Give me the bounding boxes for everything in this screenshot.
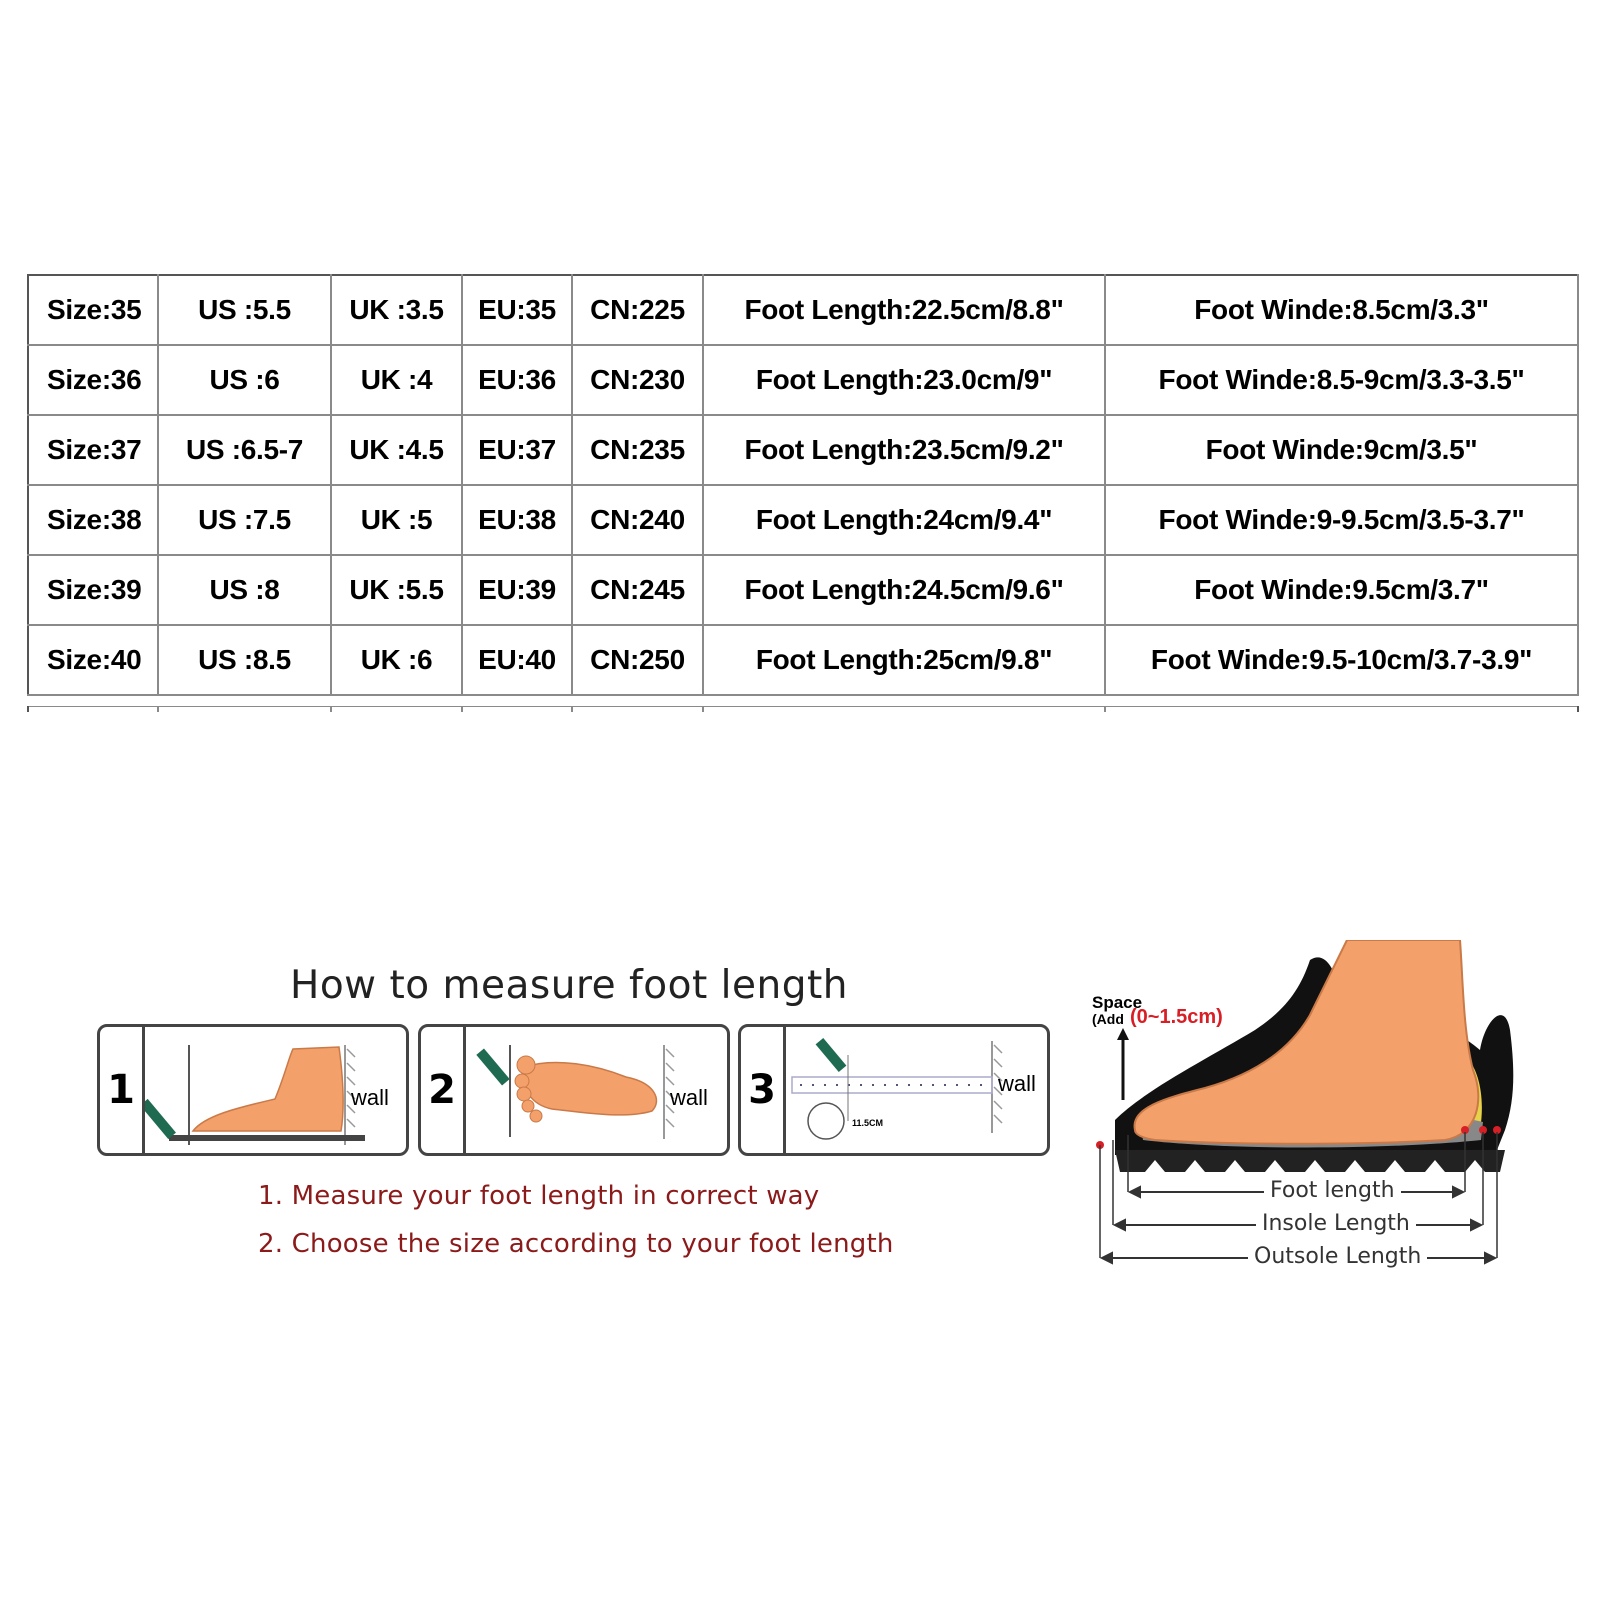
instruction-1: 1. Measure your foot length in correct way (258, 1181, 820, 1211)
table-row (28, 345, 1578, 415)
sole-tread (1145, 1160, 1485, 1172)
size-chart-table (27, 274, 1579, 696)
cn-cell: CN:235 (572, 415, 703, 485)
eu-cell: EU:35 (462, 275, 572, 345)
size-cell: Size:36 (28, 345, 158, 415)
cn-cell: CN:230 (572, 345, 703, 415)
foot-width-cell: Foot Winde:8.5cm/3.3" (1105, 275, 1578, 345)
uk-cell: UK :4.5 (331, 415, 462, 485)
size-cell: Size:37 (28, 415, 158, 485)
foot-length-cell: Foot Length:23.5cm/9.2" (703, 415, 1105, 485)
foot-length-cell: Foot Length:24cm/9.4" (703, 485, 1105, 555)
size-cell: Size:35 (28, 275, 158, 345)
table-row (28, 275, 1578, 345)
step-1-illustration (145, 1027, 406, 1153)
step-number: 2 (421, 1027, 466, 1153)
uk-cell: UK :6 (331, 625, 462, 695)
foot-width-cell: Foot Winde:8.5-9cm/3.3-3.5" (1105, 345, 1578, 415)
step-2-panel (418, 1024, 730, 1156)
uk-cell: UK :4 (331, 345, 462, 415)
foot-length-cell: Foot Length:25cm/9.8" (703, 625, 1105, 695)
cn-cell: CN:225 (572, 275, 703, 345)
eu-cell: EU:37 (462, 415, 572, 485)
foot-length-cell: Foot Length:24.5cm/9.6" (703, 555, 1105, 625)
table-cut-row (27, 706, 1579, 712)
eu-cell: EU:39 (462, 555, 572, 625)
step-number: 3 (741, 1027, 786, 1153)
uk-cell: UK :5.5 (331, 555, 462, 625)
step-3-panel (738, 1024, 1050, 1156)
insole-length-label: Insole Length (1256, 1211, 1416, 1236)
foot-length-label: Foot length (1264, 1178, 1401, 1203)
step-number: 1 (100, 1027, 145, 1153)
space-add-label: (Add (1092, 1011, 1124, 1027)
space-range-label: (0~1.5cm) (1130, 1006, 1223, 1028)
us-cell: US :8.5 (158, 625, 331, 695)
us-cell: US :7.5 (158, 485, 331, 555)
uk-cell: UK :3.5 (331, 275, 462, 345)
size-cell: Size:39 (28, 555, 158, 625)
outsole-length-label: Outsole Length (1248, 1244, 1427, 1269)
space-label: Space (1092, 993, 1143, 1012)
cn-cell: CN:250 (572, 625, 703, 695)
foot-width-cell: Foot Winde:9cm/3.5" (1105, 415, 1578, 485)
wall-label: wall (998, 1071, 1036, 1096)
foot-width-cell: Foot Winde:9.5-10cm/3.7-3.9" (1105, 625, 1578, 695)
wall-label: wall (351, 1085, 389, 1110)
ruler-label: 11.5CM (852, 1118, 884, 1128)
foot-length-cell: Foot Length:23.0cm/9" (703, 345, 1105, 415)
foot-length-cell: Foot Length:22.5cm/8.8" (703, 275, 1105, 345)
wall-label: wall (670, 1085, 708, 1110)
us-cell: US :6.5-7 (158, 415, 331, 485)
cn-cell: CN:245 (572, 555, 703, 625)
size-cell: Size:40 (28, 625, 158, 695)
us-cell: US :6 (158, 345, 331, 415)
measure-title: How to measure foot length (290, 963, 848, 1008)
foot-width-cell: Foot Winde:9-9.5cm/3.5-3.7" (1105, 485, 1578, 555)
table-row (28, 555, 1578, 625)
table-row (28, 485, 1578, 555)
table-row (28, 415, 1578, 485)
eu-cell: EU:40 (462, 625, 572, 695)
instruction-2: 2. Choose the size according to your foot length (258, 1229, 894, 1259)
eu-cell: EU:36 (462, 345, 572, 415)
table-row (28, 625, 1578, 695)
step-3-illustration (786, 1027, 1047, 1153)
step-2-illustration (466, 1027, 727, 1153)
uk-cell: UK :5 (331, 485, 462, 555)
eu-cell: EU:38 (462, 485, 572, 555)
us-cell: US :8 (158, 555, 331, 625)
cn-cell: CN:240 (572, 485, 703, 555)
us-cell: US :5.5 (158, 275, 331, 345)
step-1-panel (97, 1024, 409, 1156)
size-cell: Size:38 (28, 485, 158, 555)
foot-width-cell: Foot Winde:9.5cm/3.7" (1105, 555, 1578, 625)
